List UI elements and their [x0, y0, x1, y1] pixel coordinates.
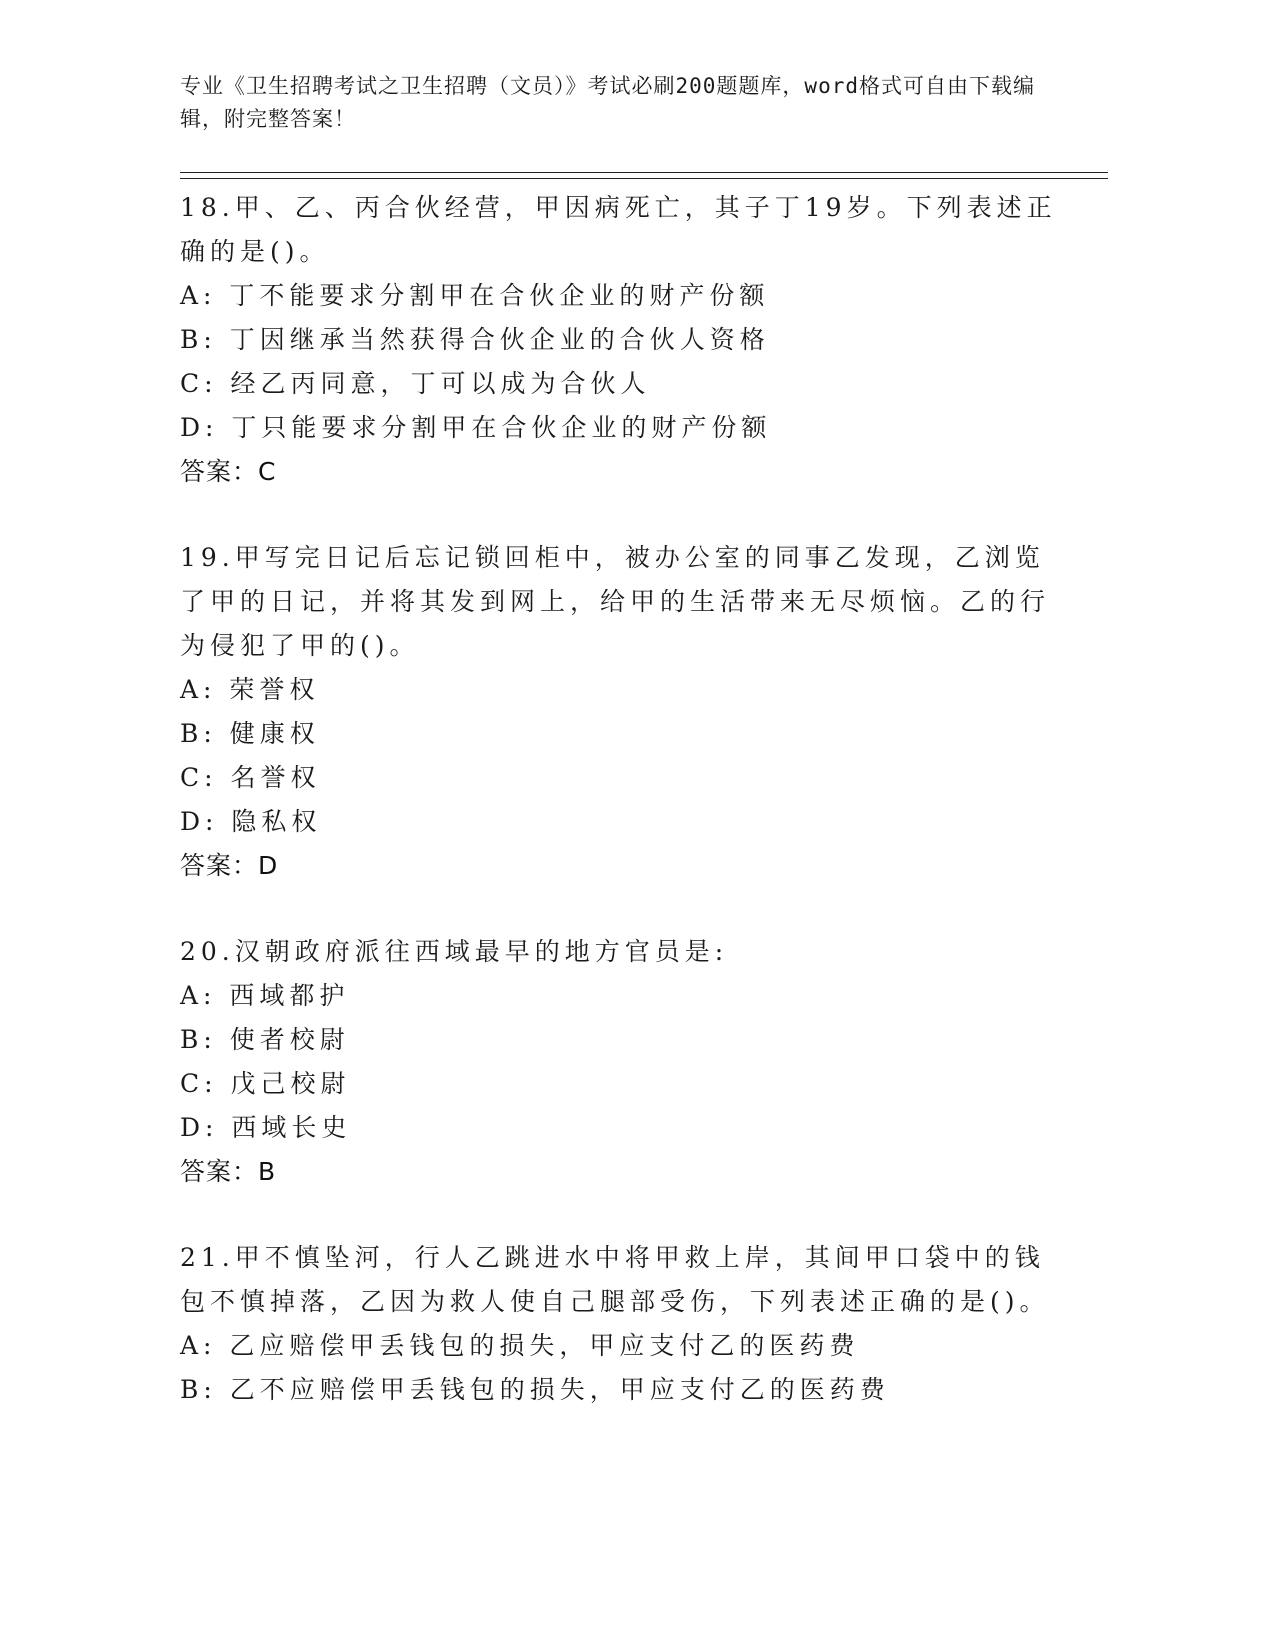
option-b: B: 丁因继承当然获得合伙企业的合伙人资格	[180, 325, 770, 354]
option-a: A: 乙应赔偿甲丢钱包的损失，甲应支付乙的医药费	[180, 1331, 860, 1360]
option-c: C: 经乙丙同意，丁可以成为合伙人	[180, 369, 651, 398]
answer-text: 答案：C	[180, 457, 277, 486]
option-c: C: 戊己校尉	[180, 1069, 351, 1098]
option-d: D: 隐私权	[180, 807, 322, 836]
question-text: 20.汉朝政府派往西域最早的地方官员是:	[180, 937, 729, 966]
option-b: B: 健康权	[180, 719, 320, 748]
document-header: 专业《卫生招聘考试之卫生招聘（文员）》考试必刷200题题库，word格式可自由下载编辑，附完整答案！	[180, 74, 1035, 131]
option-c: C: 名誉权	[180, 763, 321, 792]
question-19	[180, 536, 1060, 888]
answer-text: 答案：D	[180, 851, 279, 880]
option-b: B: 乙不应赔偿甲丢钱包的损失，甲应支付乙的医药费	[180, 1375, 890, 1404]
question-text: 19.甲写完日记后忘记锁回柜中，被办公室的同事乙发现，乙浏览了甲的日记，并将其发到网上，给甲的生活带来无尽烦恼。乙的行为侵犯了甲的()。	[180, 543, 1051, 660]
option-d: D: 西域长史	[180, 1113, 352, 1142]
option-a: A: 荣誉权	[180, 675, 320, 704]
option-a: A: 西域都护	[180, 981, 350, 1010]
header-rule-top	[180, 172, 1108, 173]
question-list	[180, 186, 1060, 1412]
question-21	[180, 1236, 1060, 1412]
header-rule-bottom	[180, 178, 1108, 179]
answer-text: 答案：B	[180, 1157, 277, 1186]
question-18	[180, 186, 1060, 494]
question-20	[180, 930, 1060, 1194]
option-a: A: 丁不能要求分割甲在合伙企业的财产份额	[180, 281, 770, 310]
option-d: D: 丁只能要求分割甲在合伙企业的财产份额	[180, 413, 772, 442]
question-text: 18.甲、乙、丙合伙经营，甲因病死亡，其子丁19岁。下列表述正确的是()。	[180, 193, 1057, 266]
option-b: B: 使者校尉	[180, 1025, 350, 1054]
question-text: 21.甲不慎坠河，行人乙跳进水中将甲救上岸，其间甲口袋中的钱包不慎掉落，乙因为救人使自己腿部受伤，下列表述正确的是()。	[180, 1243, 1050, 1316]
